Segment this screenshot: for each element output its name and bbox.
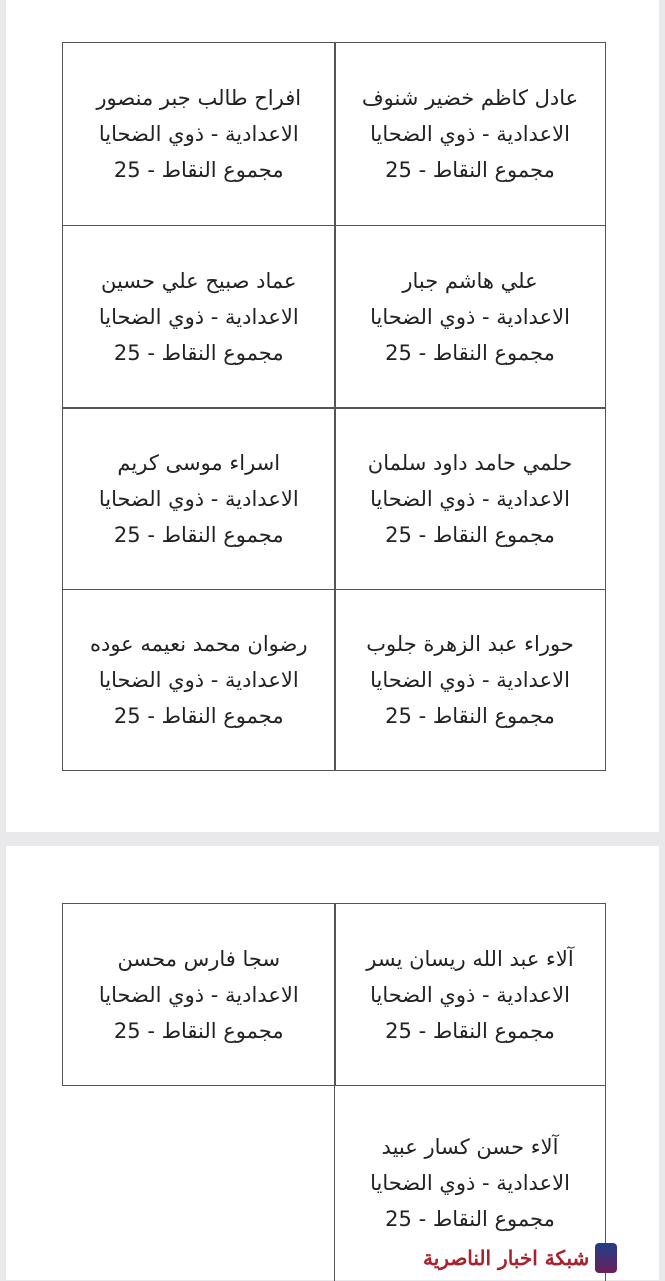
- points-total: مجموع النقاط - 25: [113, 1018, 284, 1043]
- person-name: علي هاشم جبار: [402, 268, 538, 293]
- table-cell: [334, 225, 606, 409]
- points-total: مجموع النقاط - 25: [385, 1018, 555, 1043]
- site-watermark: [423, 1240, 659, 1276]
- table-cell: [334, 42, 606, 226]
- person-name: اسراء موسى كريم: [117, 450, 281, 475]
- watermark-logo-icon: [595, 1243, 617, 1273]
- person-name: عادل كاظم خضير شنوف: [361, 86, 579, 110]
- school-category: الاعدادية - ذوي الضحايا: [370, 122, 570, 146]
- points-total: مجموع النقاط - 25: [113, 703, 284, 728]
- school-category: الاعدادية - ذوي الضحايا: [98, 486, 299, 511]
- person-name: افراح طالب جبر منصور: [96, 86, 302, 110]
- table-cell: [334, 407, 606, 590]
- table-cell: [62, 903, 336, 1086]
- points-total: مجموع النقاط - 25: [113, 158, 284, 182]
- school-category: الاعدادية - ذوي الضحايا: [98, 667, 299, 692]
- school-category: الاعدادية - ذوي الضحايا: [98, 304, 299, 329]
- school-category: الاعدادية - ذوي الضحايا: [98, 122, 299, 146]
- person-name: حلمي حامد داود سلمان: [367, 450, 573, 475]
- school-category: الاعدادية - ذوي الضحايا: [98, 982, 299, 1007]
- person-name: حوراء عبد الزهرة جلوب: [366, 631, 574, 656]
- points-total: مجموع النقاط - 25: [385, 158, 555, 182]
- points-total: مجموع النقاط - 25: [385, 340, 555, 365]
- document-page-2: [6, 846, 659, 1280]
- table-cell: [62, 42, 336, 226]
- points-total: مجموع النقاط - 25: [113, 340, 284, 365]
- school-category: الاعدادية - ذوي الضحايا: [370, 982, 570, 1007]
- person-name: عماد صبيح علي حسين: [100, 268, 297, 293]
- table-cell: [62, 407, 336, 590]
- table-cell: [62, 225, 336, 409]
- table-cell: [62, 589, 336, 771]
- person-name: آلاء حسن كسار عبيد: [381, 1135, 559, 1159]
- watermark-text: شبكة اخبار الناصرية: [423, 1246, 590, 1270]
- school-category: الاعدادية - ذوي الضحايا: [370, 486, 570, 511]
- document-page-1: [6, 0, 659, 832]
- person-name: آلاء عبد الله ريسان يسر: [366, 946, 574, 971]
- school-category: الاعدادية - ذوي الضحايا: [370, 304, 570, 329]
- person-name: سجا فارس محسن: [117, 946, 281, 971]
- school-category: الاعدادية - ذوي الضحايا: [370, 1171, 570, 1195]
- table-cell: [334, 589, 606, 771]
- person-name: رضوان محمد نعيمه عوده: [89, 631, 308, 656]
- points-total: مجموع النقاط - 25: [385, 703, 555, 728]
- points-total: مجموع النقاط - 25: [385, 522, 555, 547]
- points-total: مجموع النقاط - 25: [113, 522, 284, 547]
- points-total: مجموع النقاط - 25: [385, 1207, 555, 1231]
- table-cell: [334, 903, 606, 1086]
- school-category: الاعدادية - ذوي الضحايا: [370, 667, 570, 692]
